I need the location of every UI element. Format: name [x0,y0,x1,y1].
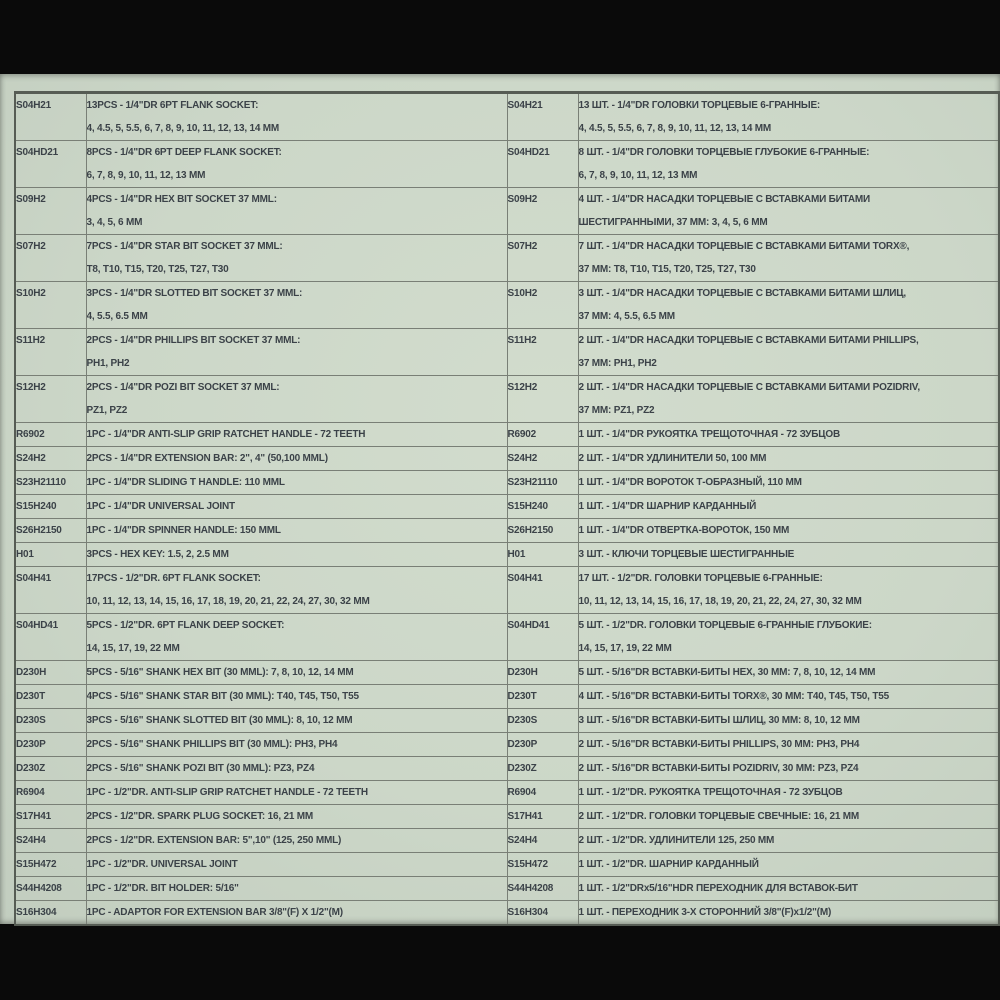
part-code-ru-line: S23H21110 [507,477,558,488]
part-code-ru [507,877,578,901]
part-description-ru [578,829,999,853]
part-description-en-line: 2PCS - 5/16" SHANK PHILLIPS BIT (30 MML): PH3, PH4 [86,739,338,750]
part-code-en-line: S15H240 [16,501,57,512]
part-code-en [15,901,86,926]
table-row [15,733,999,757]
part-description-en [86,471,507,495]
part-code-en-line: S17H41 [16,811,51,822]
part-description-ru-line: 37 ММ: 4, 5.5, 6.5 ММ [578,311,675,322]
part-description-ru [578,661,999,685]
part-code-ru-line: D230S [507,715,538,726]
part-code-ru [507,235,578,282]
part-description-ru [578,781,999,805]
part-description-en-line: 1PC - 1/2"DR. ANTI-SLIP GRIP RATCHET HANDLE - 72 TEETH [86,787,368,798]
part-description-ru [578,567,999,614]
part-description-en [86,877,507,901]
part-code-en [15,733,86,757]
part-code-ru-line: S04HD21 [507,147,550,158]
part-description-ru [578,235,999,282]
part-code-en [15,235,86,282]
part-code-en [15,661,86,685]
part-description-ru [578,188,999,235]
part-code-ru-line: S07H2 [507,241,538,252]
part-description-en-line: 2PCS - 1/4"DR POZI BIT SOCKET 37 MML: [86,382,280,393]
part-code-ru [507,853,578,877]
part-description-en-line: 7PCS - 1/4"DR STAR BIT SOCKET 37 MML: [86,241,283,252]
part-code-ru-line: R6904 [507,787,536,798]
part-description-en [86,757,507,781]
part-code-en-line: S26H2150 [16,525,62,536]
part-description-en [86,543,507,567]
part-code-ru [507,543,578,567]
part-description-en-line: T8, T10, T15, T20, T25, T27, T30 [86,264,229,275]
part-description-ru-line: 1 ШТ. - 1/4"DR ОТВЕРТКА-ВОРОТОК, 150 ММ [578,525,790,536]
part-description-en [86,805,507,829]
part-description-ru-line: 1 ШТ. - 1/4"DR ШАРНИР КАРДАННЫЙ [578,501,757,512]
part-code-en [15,519,86,543]
part-code-ru [507,661,578,685]
part-description-ru [578,543,999,567]
part-description-en-line: 10, 11, 12, 13, 14, 15, 16, 17, 18, 19, 20, 21, 22, 24, 27, 30, 32 MM [86,596,370,607]
part-code-en-line: D230H [16,667,47,678]
part-code-en [15,188,86,235]
part-description-en [86,853,507,877]
part-code-en-line: S23H21110 [16,477,66,488]
part-description-en-line: 3, 4, 5, 6 MM [86,217,143,228]
part-description-en-line: PH1, PH2 [86,358,130,369]
part-description-ru-line: 2 ШТ. - 1/4"DR НАСАДКИ ТОРЦЕВЫЕ С ВСТАВКАМИ БИТАМИ PHILLIPS, [578,335,919,346]
part-code-en [15,567,86,614]
part-code-en-line: R6902 [16,429,45,440]
part-code-ru [507,829,578,853]
part-code-en-line: S24H2 [16,453,46,464]
part-description-en-line: 4, 4.5, 5, 5.5, 6, 7, 8, 9, 10, 11, 12, 13, 14 MM [86,123,280,134]
part-description-en-line: 3PCS - HEX KEY: 1.5, 2, 2.5 MM [86,549,229,560]
part-description-ru-line: 3 ШТ. - КЛЮЧИ ТОРЦЕВЫЕ ШЕСТИГРАННЫЕ [578,549,795,560]
part-description-ru [578,614,999,661]
part-description-ru [578,471,999,495]
part-description-en-line: 14, 15, 17, 19, 22 MM [86,643,180,654]
part-code-en [15,495,86,519]
part-description-ru-line: 1 ШТ. - 1/2"DRx5/16"HDR ПЕРЕХОДНИК ДЛЯ ВСТАВОК-БИТ [578,883,858,894]
part-description-ru [578,757,999,781]
part-code-en [15,829,86,853]
part-description-ru-line: 37 ММ: T8, T10, T15, T20, T25, T27, T30 [578,264,756,275]
table-row [15,471,999,495]
part-code-ru [507,495,578,519]
part-code-ru-line: H01 [507,549,526,560]
table-row [15,685,999,709]
part-description-en-line: 1PC - 1/2"DR. UNIVERSAL JOINT [86,859,238,870]
part-code-ru-line: S44H4208 [507,883,554,894]
table-row [15,282,999,329]
part-description-ru [578,282,999,329]
part-code-en [15,329,86,376]
part-code-ru [507,519,578,543]
part-description-en [86,781,507,805]
part-code-en-line: S10H2 [16,288,46,299]
part-description-ru-line: 2 ШТ. - 1/4"DR НАСАДКИ ТОРЦЕВЫЕ С ВСТАВКАМИ БИТАМИ POZIDRIV, [578,382,920,393]
part-description-ru-line: 3 ШТ. - 5/16"DR ВСТАВКИ-БИТЫ ШЛИЦ, 30 ММ: 8, 10, 12 ММ [578,715,860,726]
part-description-ru-line: 2 ШТ. - 1/2"DR. ГОЛОВКИ ТОРЦЕВЫЕ СВЕЧНЫЕ: 16, 21 ММ [578,811,860,822]
part-description-ru [578,447,999,471]
part-code-ru [507,733,578,757]
part-code-en-line: S09H2 [16,194,46,205]
part-code-en [15,471,86,495]
part-description-en-line: 2PCS - 1/2"DR. EXTENSION BAR: 5",10" (125, 250 MML) [86,835,342,846]
part-description-en-line: 1PC - 1/4"DR SPINNER HANDLE: 150 MML [86,525,281,536]
part-code-ru [507,141,578,188]
part-code-ru-line: S10H2 [507,288,538,299]
part-description-en-line: PZ1, PZ2 [86,405,128,416]
part-description-ru-line: 2 ШТ. - 1/4"DR УДЛИНИТЕЛИ 50, 100 ММ [578,453,767,464]
part-description-en-line: 1PC - 1/4"DR ANTI-SLIP GRIP RATCHET HANDLE - 72 TEETH [86,429,366,440]
part-code-ru [507,329,578,376]
part-description-ru-line: 4 ШТ. - 5/16"DR ВСТАВКИ-БИТЫ TORX®, 30 ММ: T40, T45, T50, T55 [578,691,889,702]
table-row [15,901,999,926]
part-code-ru-line: S12H2 [507,382,538,393]
table-row [15,781,999,805]
part-description-en [86,235,507,282]
part-description-en-line: 17PCS - 1/2"DR. 6PT FLANK SOCKET: [86,573,261,584]
part-code-en [15,447,86,471]
part-code-ru-line: S15H472 [507,859,548,870]
part-description-en-line: 1PC - ADAPTOR FOR EXTENSION BAR 3/8"(F) X 1/2"(M) [86,907,343,918]
part-code-ru [507,757,578,781]
part-description-ru [578,329,999,376]
part-description-ru-line: 1 ШТ. - 1/2"DR. РУКОЯТКА ТРЕЩОТОЧНАЯ - 72 ЗУБЦОВ [578,787,843,798]
parts-table-body [15,93,999,926]
part-code-ru [507,709,578,733]
part-code-en [15,709,86,733]
table-row [15,447,999,471]
part-description-en-line: 8PCS - 1/4"DR 6PT DEEP FLANK SOCKET: [86,147,282,158]
table-row [15,93,999,141]
part-code-ru-line: D230H [507,667,538,678]
part-description-ru [578,805,999,829]
table-row [15,877,999,901]
part-description-en [86,901,507,926]
table-row [15,853,999,877]
part-code-ru-line: S24H4 [507,835,538,846]
part-description-en [86,567,507,614]
part-code-ru-line: S04HD41 [507,620,550,631]
part-description-en-line: 2PCS - 1/2"DR. SPARK PLUG SOCKET: 16, 21 MM [86,811,314,822]
table-row [15,519,999,543]
part-description-en [86,661,507,685]
part-code-ru [507,567,578,614]
part-code-en [15,685,86,709]
part-description-ru [578,141,999,188]
part-description-ru-line: 14, 15, 17, 19, 22 ММ [578,643,672,654]
part-description-ru [578,877,999,901]
part-description-en-line: 2PCS - 1/4"DR PHILLIPS BIT SOCKET 37 MML: [86,335,301,346]
part-code-en [15,141,86,188]
part-description-ru-line: 2 ШТ. - 5/16"DR ВСТАВКИ-БИТЫ POZIDRIV, 30 ММ: PZ3, PZ4 [578,763,859,774]
part-description-en [86,829,507,853]
part-code-ru [507,93,578,141]
part-code-ru-line: S11H2 [507,335,537,346]
part-description-en-line: 1PC - 1/4"DR UNIVERSAL JOINT [86,501,235,512]
part-code-ru [507,901,578,926]
part-description-ru-line: 8 ШТ. - 1/4"DR ГОЛОВКИ ТОРЦЕВЫЕ ГЛУБОКИЕ 6-ГРАННЫЕ: [578,147,870,158]
part-description-en-line: 2PCS - 1/4"DR EXTENSION BAR: 2", 4" (50,100 MML) [86,453,328,464]
part-description-en-line: 5PCS - 1/2"DR. 6PT FLANK DEEP SOCKET: [86,620,285,631]
table-row [15,567,999,614]
part-code-ru [507,423,578,447]
part-code-en [15,757,86,781]
part-description-en [86,329,507,376]
part-description-en [86,614,507,661]
part-code-en-line: H01 [16,549,34,560]
part-description-en-line: 4, 5.5, 6.5 MM [86,311,148,322]
part-description-en-line: 3PCS - 5/16" SHANK SLOTTED BIT (30 MML): 8, 10, 12 MM [86,715,353,726]
part-description-ru-line: 17 ШТ. - 1/2"DR. ГОЛОВКИ ТОРЦЕВЫЕ 6-ГРАННЫЕ: [578,573,823,584]
part-description-ru-line: 1 ШТ. - 1/4"DR РУКОЯТКА ТРЕЩОТОЧНАЯ - 72 ЗУБЦОВ [578,429,841,440]
table-row [15,141,999,188]
part-description-en [86,423,507,447]
part-code-ru-line: S09H2 [507,194,538,205]
part-description-en-line: 6, 7, 8, 9, 10, 11, 12, 13 MM [86,170,206,181]
part-code-ru [507,685,578,709]
part-code-ru-line: R6902 [507,429,536,440]
table-row [15,543,999,567]
part-description-ru-line: 5 ШТ. - 5/16"DR ВСТАВКИ-БИТЫ HEX, 30 ММ: 7, 8, 10, 12, 14 ММ [578,667,876,678]
part-code-en-line: S04HD41 [16,620,58,631]
part-code-ru [507,282,578,329]
part-description-en-line: 4PCS - 1/4"DR HEX BIT SOCKET 37 MML: [86,194,277,205]
part-code-en-line: S04H41 [16,573,51,584]
part-code-ru-line: S17H41 [507,811,543,822]
part-code-ru-line: S16H304 [507,907,548,918]
table-row [15,829,999,853]
part-description-en-line: 1PC - 1/4"DR SLIDING T HANDLE: 110 MML [86,477,285,488]
part-description-ru-line: 3 ШТ. - 1/4"DR НАСАДКИ ТОРЦЕВЫЕ С ВСТАВКАМИ БИТАМИ ШЛИЦ, [578,288,906,299]
part-code-ru-line: S15H240 [507,501,548,512]
part-code-en-line: S12H2 [16,382,46,393]
part-description-en [86,141,507,188]
part-description-en-line: 5PCS - 5/16" SHANK HEX BIT (30 MML): 7, 8, 10, 12, 14 MM [86,667,354,678]
part-description-ru-line: 4, 4.5, 5, 5.5, 6, 7, 8, 9, 10, 11, 12, 13, 14 ММ [578,123,772,134]
parts-list-table [14,91,1000,926]
part-description-en-line: 2PCS - 5/16" SHANK POZI BIT (30 MML): PZ3, PZ4 [86,763,315,774]
part-description-ru-line: 1 ШТ. - ПЕРЕХОДНИК 3-Х СТОРОННИЙ 3/8"(F)x1/2"(M) [578,907,832,918]
part-code-en-line: D230S [16,715,46,726]
part-description-ru-line: 37 ММ: PH1, PH2 [578,358,657,369]
part-description-en [86,709,507,733]
table-row [15,235,999,282]
part-description-ru-line: 1 ШТ. - 1/4"DR ВОРОТОК Т-ОБРАЗНЫЙ, 110 ММ [578,477,802,488]
part-description-ru [578,709,999,733]
part-code-en-line: R6904 [16,787,45,798]
part-description-ru [578,495,999,519]
part-description-ru-line: 1 ШТ. - 1/2"DR. ШАРНИР КАРДАННЫЙ [578,859,759,870]
part-description-en [86,733,507,757]
part-description-ru-line: 2 ШТ. - 1/2"DR. УДЛИНИТЕЛИ 125, 250 ММ [578,835,775,846]
part-code-en-line: S24H4 [16,835,46,846]
part-code-ru-line: S24H2 [507,453,538,464]
part-description-ru-line: 13 ШТ. - 1/4"DR ГОЛОВКИ ТОРЦЕВЫЕ 6-ГРАННЫЕ: [578,100,821,111]
part-code-en [15,376,86,423]
table-row [15,805,999,829]
part-code-en [15,93,86,141]
part-code-ru [507,376,578,423]
part-description-ru-line: 7 ШТ. - 1/4"DR НАСАДКИ ТОРЦЕВЫЕ С ВСТАВКАМИ БИТАМИ TORX®, [578,241,910,252]
part-description-en-line: 4PCS - 5/16" SHANK STAR BIT (30 MML): T40, T45, T50, T55 [86,691,359,702]
table-row [15,709,999,733]
part-code-ru [507,471,578,495]
scanned-page [0,74,1000,924]
part-code-en-line: D230Z [16,763,46,774]
part-code-ru [507,188,578,235]
part-description-en [86,376,507,423]
part-description-en [86,188,507,235]
part-description-en-line: 1PC - 1/2"DR. BIT HOLDER: 5/16" [86,883,239,894]
part-code-ru [507,805,578,829]
part-code-en [15,423,86,447]
part-code-ru [507,447,578,471]
part-description-ru [578,423,999,447]
part-code-ru [507,614,578,661]
part-description-en [86,519,507,543]
table-row [15,423,999,447]
part-code-en [15,805,86,829]
part-code-en-line: S16H304 [16,907,57,918]
part-code-en-line: S15H472 [16,859,57,870]
table-row [15,188,999,235]
part-code-en [15,853,86,877]
part-description-ru-line: ШЕСТИГРАННЫМИ, 37 ММ: 3, 4, 5, 6 ММ [578,217,768,228]
part-code-en-line: S07H2 [16,241,46,252]
part-code-en [15,781,86,805]
part-code-en-line: S04H21 [16,100,51,111]
table-row [15,329,999,376]
table-row [15,614,999,661]
part-description-en [86,685,507,709]
table-row [15,757,999,781]
part-description-en [86,447,507,471]
part-description-en-line: 3PCS - 1/4"DR SLOTTED BIT SOCKET 37 MML: [86,288,303,299]
part-description-ru [578,519,999,543]
part-code-en-line: S04HD21 [16,147,58,158]
part-code-ru [507,781,578,805]
part-description-ru-line: 5 ШТ. - 1/2"DR. ГОЛОВКИ ТОРЦЕВЫЕ 6-ГРАННЫЕ ГЛУБОКИЕ: [578,620,872,631]
part-description-ru-line: 4 ШТ. - 1/4"DR НАСАДКИ ТОРЦЕВЫЕ С ВСТАВКАМИ БИТАМИ [578,194,871,205]
part-description-en [86,93,507,141]
part-description-ru-line: 6, 7, 8, 9, 10, 11, 12, 13 ММ [578,170,698,181]
part-code-en [15,614,86,661]
part-code-ru-line: S26H2150 [507,525,554,536]
part-description-en-line: 13PCS - 1/4"DR 6PT FLANK SOCKET: [86,100,259,111]
part-code-en-line: S11H2 [16,335,46,346]
part-code-ru-line: D230Z [507,763,537,774]
table-row [15,376,999,423]
part-description-en [86,282,507,329]
part-code-en-line: D230P [16,739,46,750]
part-description-ru-line: 37 ММ: PZ1, PZ2 [578,405,655,416]
part-code-en [15,282,86,329]
part-code-en [15,543,86,567]
part-code-en-line: S44H4208 [16,883,62,894]
part-description-ru [578,93,999,141]
part-description-ru-line: 2 ШТ. - 5/16"DR ВСТАВКИ-БИТЫ PHILLIPS, 30 ММ: PH3, PH4 [578,739,860,750]
part-code-ru-line: D230T [507,691,537,702]
table-row [15,495,999,519]
part-description-ru [578,901,999,926]
part-code-ru-line: D230P [507,739,538,750]
part-description-ru-line: 10, 11, 12, 13, 14, 15, 16, 17, 18, 19, 20, 21, 22, 24, 27, 30, 32 ММ [578,596,862,607]
part-description-ru [578,853,999,877]
part-description-ru [578,376,999,423]
part-code-ru-line: S04H21 [507,100,543,111]
part-code-ru-line: S04H41 [507,573,543,584]
part-description-en [86,495,507,519]
part-code-en [15,877,86,901]
part-code-en-line: D230T [16,691,46,702]
part-description-ru [578,733,999,757]
table-row [15,661,999,685]
part-description-ru [578,685,999,709]
